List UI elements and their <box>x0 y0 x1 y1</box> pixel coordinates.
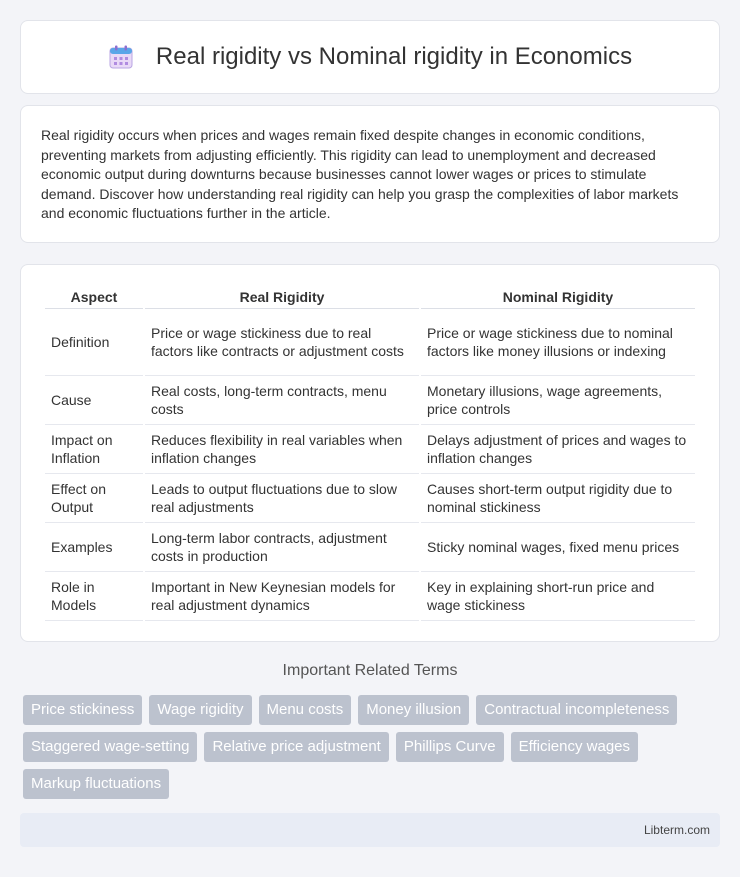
comparison-table <box>43 285 697 621</box>
cell-real: Reduces flexibility in real variables when inflation changes <box>145 425 419 474</box>
table-row <box>45 474 695 523</box>
tag-menu-costs[interactable]: Menu costs <box>259 695 352 725</box>
intro-card <box>20 105 720 243</box>
calendar-icon <box>108 44 134 70</box>
comparison-table-card <box>20 264 720 642</box>
cell-real: Real costs, long-term contracts, menu costs <box>145 376 419 425</box>
cell-nominal: Sticky nominal wages, fixed menu prices <box>421 523 695 572</box>
cell-nominal: Monetary illusions, wage agreements, price controls <box>421 376 695 425</box>
tag-relative-price-adjustment[interactable]: Relative price adjustment <box>204 732 388 762</box>
column-header-aspect: Aspect <box>45 285 143 309</box>
cell-aspect: Cause <box>45 376 143 425</box>
cell-real: Important in New Keynesian models for real adjustment dynamics <box>145 572 419 621</box>
table-row <box>45 523 695 572</box>
header-card <box>20 20 720 94</box>
cell-nominal: Price or wage stickiness due to nominal factors like money illusions or indexing <box>421 309 695 376</box>
table-row <box>45 309 695 376</box>
tag-price-stickiness[interactable]: Price stickiness <box>23 695 142 725</box>
tag-efficiency-wages[interactable]: Efficiency wages <box>511 732 638 762</box>
page-title: Real rigidity vs Nominal rigidity in Economics <box>155 43 633 70</box>
cell-aspect: Definition <box>45 309 143 376</box>
footer-brand[interactable]: Libterm.com <box>643 823 710 837</box>
cell-aspect: Role in Models <box>45 572 143 621</box>
table-row <box>45 572 695 621</box>
cell-real: Leads to output fluctuations due to slow real adjustments <box>145 474 419 523</box>
cell-real: Long-term labor contracts, adjustment costs in production <box>145 523 419 572</box>
related-terms-tags <box>23 695 723 799</box>
column-header-nominal: Nominal Rigidity <box>421 285 695 309</box>
table-row <box>45 425 695 474</box>
tag-phillips-curve[interactable]: Phillips Curve <box>396 732 504 762</box>
column-header-real: Real Rigidity <box>145 285 419 309</box>
tag-wage-rigidity[interactable]: Wage rigidity <box>149 695 251 725</box>
cell-real: Price or wage stickiness due to real factors like contracts or adjustment costs <box>145 309 419 376</box>
tag-money-illusion[interactable]: Money illusion <box>358 695 469 725</box>
tag-markup-fluctuations[interactable]: Markup fluctuations <box>23 769 169 799</box>
table-header-row <box>45 285 695 309</box>
cell-aspect: Impact on Inflation <box>45 425 143 474</box>
cell-nominal: Causes short-term output rigidity due to nominal stickiness <box>421 474 695 523</box>
intro-paragraph: Real rigidity occurs when prices and wages remain fixed despite changes in economic conditions, preventing markets from adjusting efficiently. This rigidity can lead to unemployment and decreased economic output during downturns because businesses cannot lower wages or prices to stimulate demand. Discover how understanding real rigidity can help you grasp the complexities of labor markets and economic fluctuations further in the article. <box>41 127 679 222</box>
related-terms-title: Important Related Terms <box>282 662 458 679</box>
cell-nominal: Key in explaining short-run price and wage stickiness <box>421 572 695 621</box>
cell-nominal: Delays adjustment of prices and wages to inflation changes <box>421 425 695 474</box>
table-row <box>45 376 695 425</box>
tag-staggered-wage-setting[interactable]: Staggered wage-setting <box>23 732 197 762</box>
tag-contractual-incompleteness[interactable]: Contractual incompleteness <box>476 695 677 725</box>
cell-aspect: Examples <box>45 523 143 572</box>
cell-aspect: Effect on Output <box>45 474 143 523</box>
footer <box>20 813 720 847</box>
